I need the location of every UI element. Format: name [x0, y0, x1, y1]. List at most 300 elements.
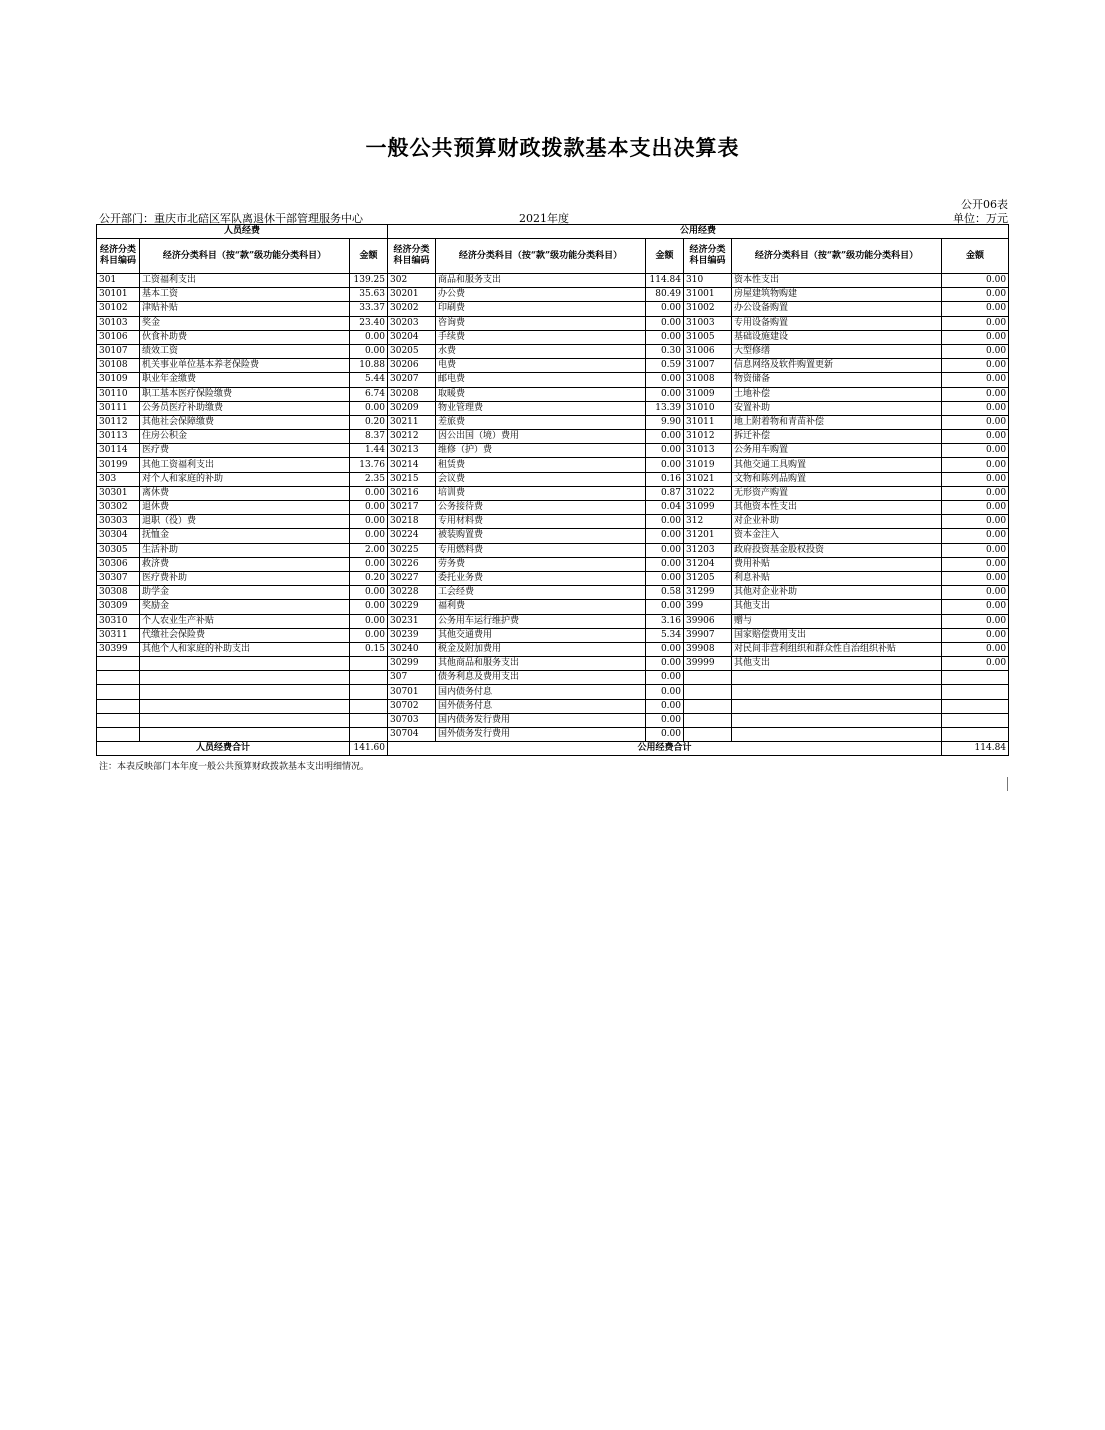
name-cell: 利息补贴	[732, 571, 942, 585]
name-cell: 国外债务付息	[436, 699, 646, 713]
amount-cell: 0.30	[646, 344, 684, 358]
table-row	[97, 642, 1009, 656]
code-cell: 39999	[684, 657, 732, 671]
name-cell: 住房公积金	[140, 430, 350, 444]
public-total-value: 114.84	[942, 742, 1009, 756]
name-cell: 资本金注入	[732, 529, 942, 543]
public-total-label: 公用经费合计	[388, 742, 942, 756]
name-cell: 其他商品和服务支出	[436, 657, 646, 671]
code-cell: 30212	[388, 430, 436, 444]
table-row	[97, 515, 1009, 529]
table-row	[97, 401, 1009, 415]
code-cell: 30203	[388, 316, 436, 330]
code-cell: 30108	[97, 359, 140, 373]
name-cell: 因公出国（境）费用	[436, 430, 646, 444]
amount-cell: 0.00	[350, 486, 388, 500]
amount-cell: 0.00	[942, 288, 1009, 302]
amount-cell: 0.00	[942, 302, 1009, 316]
table-row	[97, 444, 1009, 458]
amount-cell: 2.35	[350, 472, 388, 486]
code-cell: 30309	[97, 600, 140, 614]
name-cell: 公务用车购置	[732, 444, 942, 458]
table-row	[97, 302, 1009, 316]
code-cell: 30228	[388, 586, 436, 600]
table-row	[97, 657, 1009, 671]
amount-cell: 0.00	[942, 344, 1009, 358]
table-row	[97, 671, 1009, 685]
name-cell: 办公费	[436, 288, 646, 302]
table-body	[97, 274, 1009, 742]
amount-cell: 0.20	[350, 571, 388, 585]
code-cell: 31021	[684, 472, 732, 486]
name-cell: 国内债务发行费用	[436, 713, 646, 727]
code-cell: 30303	[97, 515, 140, 529]
amount-cell: 0.00	[942, 529, 1009, 543]
table-row	[97, 316, 1009, 330]
code-cell: 30113	[97, 430, 140, 444]
name-cell: 电费	[436, 359, 646, 373]
code-cell	[684, 685, 732, 699]
name-cell: 助学金	[140, 586, 350, 600]
col-name-header: 经济分类科目（按“款”级功能分类科目）	[140, 239, 350, 274]
col-name-header: 经济分类科目（按“款”级功能分类科目）	[732, 239, 942, 274]
code-cell: 30305	[97, 543, 140, 557]
code-cell: 30225	[388, 543, 436, 557]
table-row	[97, 501, 1009, 515]
code-cell: 31003	[684, 316, 732, 330]
table-row	[97, 458, 1009, 472]
amount-cell: 0.00	[646, 330, 684, 344]
name-cell: 邮电费	[436, 373, 646, 387]
col-amount-header: 金额	[350, 239, 388, 274]
amount-cell	[350, 713, 388, 727]
name-cell: 公务用车运行维护费	[436, 614, 646, 628]
amount-cell: 0.00	[646, 699, 684, 713]
code-cell: 30239	[388, 628, 436, 642]
amount-cell: 6.74	[350, 387, 388, 401]
name-cell: 土地补偿	[732, 387, 942, 401]
code-cell: 30211	[388, 415, 436, 429]
amount-cell: 0.00	[942, 387, 1009, 401]
report-meta	[99, 210, 1008, 224]
amount-cell: 114.84	[646, 274, 684, 288]
code-cell: 399	[684, 600, 732, 614]
amount-cell: 0.00	[942, 373, 1009, 387]
code-cell: 30308	[97, 586, 140, 600]
name-cell: 其他支出	[732, 657, 942, 671]
name-cell: 对个人和家庭的补助	[140, 472, 350, 486]
amount-cell: 0.00	[942, 515, 1009, 529]
department-label: 公开部门：重庆市北碚区军队离退休干部管理服务中心	[99, 212, 363, 225]
name-cell: 职业年金缴费	[140, 373, 350, 387]
form-number: 公开06表	[961, 198, 1008, 211]
amount-cell	[350, 671, 388, 685]
code-cell	[684, 671, 732, 685]
code-cell: 30304	[97, 529, 140, 543]
name-cell: 无形资产购置	[732, 486, 942, 500]
amount-cell: 0.00	[646, 529, 684, 543]
code-cell: 30201	[388, 288, 436, 302]
page-edge-mark	[1007, 777, 1008, 791]
amount-cell: 0.00	[942, 543, 1009, 557]
code-cell: 30311	[97, 628, 140, 642]
name-cell: 被装购置费	[436, 529, 646, 543]
amount-cell: 0.00	[942, 458, 1009, 472]
name-cell: 奖励金	[140, 600, 350, 614]
name-cell: 取暖费	[436, 387, 646, 401]
table-row	[97, 330, 1009, 344]
name-cell: 职工基本医疗保险缴费	[140, 387, 350, 401]
code-cell: 30106	[97, 330, 140, 344]
group-public-header: 公用经费	[388, 225, 1009, 239]
amount-cell: 0.00	[942, 316, 1009, 330]
code-cell: 303	[97, 472, 140, 486]
code-cell: 31001	[684, 288, 732, 302]
table-row	[97, 529, 1009, 543]
code-cell: 30701	[388, 685, 436, 699]
amount-cell: 0.00	[350, 586, 388, 600]
name-cell: 租赁费	[436, 458, 646, 472]
amount-cell: 0.00	[646, 458, 684, 472]
code-cell: 30102	[97, 302, 140, 316]
table-row	[97, 415, 1009, 429]
name-cell: 绩效工资	[140, 344, 350, 358]
code-cell	[97, 657, 140, 671]
code-cell: 312	[684, 515, 732, 529]
code-cell: 307	[388, 671, 436, 685]
amount-cell: 0.00	[942, 657, 1009, 671]
name-cell: 拆迁补偿	[732, 430, 942, 444]
name-cell: 专用材料费	[436, 515, 646, 529]
amount-cell: 13.39	[646, 401, 684, 415]
code-cell: 30306	[97, 557, 140, 571]
amount-cell: 0.00	[350, 344, 388, 358]
amount-cell: 0.00	[942, 444, 1009, 458]
code-cell: 30213	[388, 444, 436, 458]
code-cell: 31022	[684, 486, 732, 500]
name-cell: 抚恤金	[140, 529, 350, 543]
name-cell: 会议费	[436, 472, 646, 486]
name-cell: 信息网络及软件购置更新	[732, 359, 942, 373]
amount-cell: 0.00	[646, 685, 684, 699]
amount-cell: 0.00	[942, 359, 1009, 373]
amount-cell: 0.00	[646, 373, 684, 387]
amount-cell: 0.00	[942, 415, 1009, 429]
amount-cell: 0.00	[942, 486, 1009, 500]
name-cell: 医疗费补助	[140, 571, 350, 585]
amount-cell: 8.37	[350, 430, 388, 444]
name-cell: 个人农业生产补贴	[140, 614, 350, 628]
table-row	[97, 614, 1009, 628]
name-cell: 国外债务发行费用	[436, 728, 646, 742]
name-cell: 专用设备购置	[732, 316, 942, 330]
amount-cell	[350, 728, 388, 742]
name-cell: 其他支出	[732, 600, 942, 614]
name-cell	[140, 657, 350, 671]
amount-cell: 0.00	[646, 387, 684, 401]
col-name-header: 经济分类科目（按“款”级功能分类科目）	[436, 239, 646, 274]
name-cell: 对民间非营利组织和群众性自治组织补贴	[732, 642, 942, 656]
amount-cell	[942, 728, 1009, 742]
name-cell: 差旅费	[436, 415, 646, 429]
table-row	[97, 699, 1009, 713]
amount-cell: 0.20	[350, 415, 388, 429]
amount-cell: 0.00	[350, 515, 388, 529]
code-cell: 30301	[97, 486, 140, 500]
name-cell: 生活补助	[140, 543, 350, 557]
code-cell: 30101	[97, 288, 140, 302]
amount-cell: 0.00	[646, 430, 684, 444]
amount-cell: 13.76	[350, 458, 388, 472]
amount-cell: 5.44	[350, 373, 388, 387]
name-cell: 房屋建筑物购建	[732, 288, 942, 302]
name-cell: 培训费	[436, 486, 646, 500]
amount-cell: 0.00	[646, 728, 684, 742]
name-cell: 其他对企业补助	[732, 586, 942, 600]
code-cell: 30226	[388, 557, 436, 571]
code-cell: 31006	[684, 344, 732, 358]
code-cell: 30240	[388, 642, 436, 656]
name-cell: 维修（护）费	[436, 444, 646, 458]
amount-cell: 0.00	[350, 330, 388, 344]
amount-cell: 0.00	[942, 472, 1009, 486]
amount-cell: 0.00	[942, 401, 1009, 415]
amount-cell: 35.63	[350, 288, 388, 302]
code-cell: 30217	[388, 501, 436, 515]
code-cell: 30110	[97, 387, 140, 401]
table-row	[97, 359, 1009, 373]
name-cell: 医疗费	[140, 444, 350, 458]
code-cell: 31201	[684, 529, 732, 543]
amount-cell	[350, 657, 388, 671]
table-row	[97, 600, 1009, 614]
code-cell	[97, 699, 140, 713]
amount-cell: 10.88	[350, 359, 388, 373]
table-row	[97, 288, 1009, 302]
amount-cell: 0.00	[942, 600, 1009, 614]
table-row	[97, 728, 1009, 742]
name-cell	[140, 699, 350, 713]
amount-cell: 0.00	[646, 557, 684, 571]
amount-cell: 0.00	[646, 671, 684, 685]
amount-cell: 33.37	[350, 302, 388, 316]
amount-cell: 0.00	[646, 515, 684, 529]
page-title: 一般公共预算财政拨款基本支出决算表	[365, 135, 740, 160]
amount-cell: 0.15	[350, 642, 388, 656]
code-cell: 30703	[388, 713, 436, 727]
code-cell: 31204	[684, 557, 732, 571]
name-cell: 税金及附加费用	[436, 642, 646, 656]
amount-cell: 0.00	[646, 316, 684, 330]
amount-cell: 0.00	[646, 657, 684, 671]
code-cell: 30114	[97, 444, 140, 458]
amount-cell	[942, 699, 1009, 713]
code-cell: 30208	[388, 387, 436, 401]
amount-cell: 0.00	[942, 430, 1009, 444]
name-cell: 赠与	[732, 614, 942, 628]
name-cell	[140, 728, 350, 742]
amount-cell: 5.34	[646, 628, 684, 642]
table-row	[97, 486, 1009, 500]
name-cell: 公务员医疗补助缴费	[140, 401, 350, 415]
name-cell: 代缴社会保险费	[140, 628, 350, 642]
code-cell: 30199	[97, 458, 140, 472]
amount-cell: 0.00	[350, 557, 388, 571]
amount-cell: 0.00	[646, 444, 684, 458]
code-cell: 30227	[388, 571, 436, 585]
code-cell	[684, 728, 732, 742]
table-row	[97, 586, 1009, 600]
name-cell	[732, 671, 942, 685]
table-row	[97, 571, 1009, 585]
col-code-header: 经济分类科目编码	[388, 239, 436, 274]
amount-cell: 0.00	[942, 642, 1009, 656]
code-cell	[97, 671, 140, 685]
name-cell: 其他交通工具购置	[732, 458, 942, 472]
name-cell: 基础设施建设	[732, 330, 942, 344]
table-row	[97, 685, 1009, 699]
name-cell: 商品和服务支出	[436, 274, 646, 288]
name-cell: 救济费	[140, 557, 350, 571]
code-cell: 30209	[388, 401, 436, 415]
name-cell: 机关事业单位基本养老保险费	[140, 359, 350, 373]
name-cell	[732, 699, 942, 713]
personnel-total-label: 人员经费合计	[97, 742, 350, 756]
code-cell: 31011	[684, 415, 732, 429]
amount-cell: 80.49	[646, 288, 684, 302]
amount-cell	[942, 685, 1009, 699]
name-cell: 办公设备购置	[732, 302, 942, 316]
code-cell: 30702	[388, 699, 436, 713]
name-cell: 资本性支出	[732, 274, 942, 288]
footnote: 注：本表反映部门本年度一般公共预算财政拨款基本支出明细情况。	[99, 762, 370, 772]
table-row	[97, 344, 1009, 358]
code-cell: 30214	[388, 458, 436, 472]
amount-cell	[350, 685, 388, 699]
amount-cell: 0.00	[942, 501, 1009, 515]
table-row	[97, 373, 1009, 387]
code-cell: 30215	[388, 472, 436, 486]
name-cell: 其他交通费用	[436, 628, 646, 642]
code-cell: 31203	[684, 543, 732, 557]
table-row	[97, 628, 1009, 642]
amount-cell	[942, 671, 1009, 685]
personnel-total-value: 141.60	[350, 742, 388, 756]
amount-cell: 0.58	[646, 586, 684, 600]
code-cell: 30112	[97, 415, 140, 429]
name-cell	[140, 713, 350, 727]
code-cell: 39908	[684, 642, 732, 656]
code-cell: 30231	[388, 614, 436, 628]
code-cell	[684, 713, 732, 727]
name-cell: 基本工资	[140, 288, 350, 302]
table-row	[97, 713, 1009, 727]
name-cell: 地上附着物和青苗补偿	[732, 415, 942, 429]
name-cell: 物业管理费	[436, 401, 646, 415]
amount-cell: 0.00	[350, 628, 388, 642]
amount-cell	[942, 713, 1009, 727]
name-cell: 手续费	[436, 330, 646, 344]
name-cell: 专用燃料费	[436, 543, 646, 557]
code-cell: 30207	[388, 373, 436, 387]
amount-cell: 0.00	[646, 600, 684, 614]
amount-cell: 0.00	[942, 571, 1009, 585]
code-cell: 30307	[97, 571, 140, 585]
amount-cell: 0.00	[942, 274, 1009, 288]
name-cell: 其他个人和家庭的补助支出	[140, 642, 350, 656]
table-row	[97, 387, 1009, 401]
name-cell: 咨询费	[436, 316, 646, 330]
amount-cell: 0.00	[350, 600, 388, 614]
code-cell: 31019	[684, 458, 732, 472]
code-cell: 31002	[684, 302, 732, 316]
name-cell: 委托业务费	[436, 571, 646, 585]
name-cell: 国家赔偿费用支出	[732, 628, 942, 642]
amount-cell: 0.00	[646, 571, 684, 585]
name-cell: 劳务费	[436, 557, 646, 571]
col-amount-header: 金额	[942, 239, 1009, 274]
code-cell: 31005	[684, 330, 732, 344]
code-cell: 30216	[388, 486, 436, 500]
amount-cell: 9.90	[646, 415, 684, 429]
amount-cell: 0.00	[942, 330, 1009, 344]
name-cell: 对企业补助	[732, 515, 942, 529]
amount-cell: 0.00	[942, 614, 1009, 628]
year-label: 2021年度	[519, 212, 569, 225]
table-row	[97, 557, 1009, 571]
expenditure-table	[96, 224, 1009, 756]
name-cell: 退职（役）费	[140, 515, 350, 529]
code-cell: 30229	[388, 600, 436, 614]
code-cell: 30107	[97, 344, 140, 358]
code-cell: 30399	[97, 642, 140, 656]
code-cell: 31099	[684, 501, 732, 515]
amount-cell: 0.00	[646, 302, 684, 316]
name-cell: 工资福利支出	[140, 274, 350, 288]
code-cell: 31013	[684, 444, 732, 458]
code-cell: 31012	[684, 430, 732, 444]
amount-cell: 0.00	[942, 628, 1009, 642]
code-cell: 302	[388, 274, 436, 288]
code-cell	[97, 713, 140, 727]
name-cell: 物资储备	[732, 373, 942, 387]
code-cell: 30302	[97, 501, 140, 515]
code-cell: 31007	[684, 359, 732, 373]
amount-cell: 0.00	[646, 713, 684, 727]
name-cell: 水费	[436, 344, 646, 358]
amount-cell: 1.44	[350, 444, 388, 458]
name-cell	[732, 713, 942, 727]
code-cell: 30109	[97, 373, 140, 387]
code-cell: 30206	[388, 359, 436, 373]
code-cell: 30224	[388, 529, 436, 543]
code-cell: 30310	[97, 614, 140, 628]
name-cell	[140, 685, 350, 699]
code-cell: 30103	[97, 316, 140, 330]
name-cell: 伙食补助费	[140, 330, 350, 344]
amount-cell: 0.00	[942, 586, 1009, 600]
name-cell: 退休费	[140, 501, 350, 515]
col-amount-header: 金额	[646, 239, 684, 274]
name-cell: 文物和陈列品购置	[732, 472, 942, 486]
amount-cell: 139.25	[350, 274, 388, 288]
name-cell: 公务接待费	[436, 501, 646, 515]
code-cell: 31010	[684, 401, 732, 415]
name-cell: 债务利息及费用支出	[436, 671, 646, 685]
amount-cell: 2.00	[350, 543, 388, 557]
code-cell: 30218	[388, 515, 436, 529]
totals-row	[97, 742, 1009, 756]
